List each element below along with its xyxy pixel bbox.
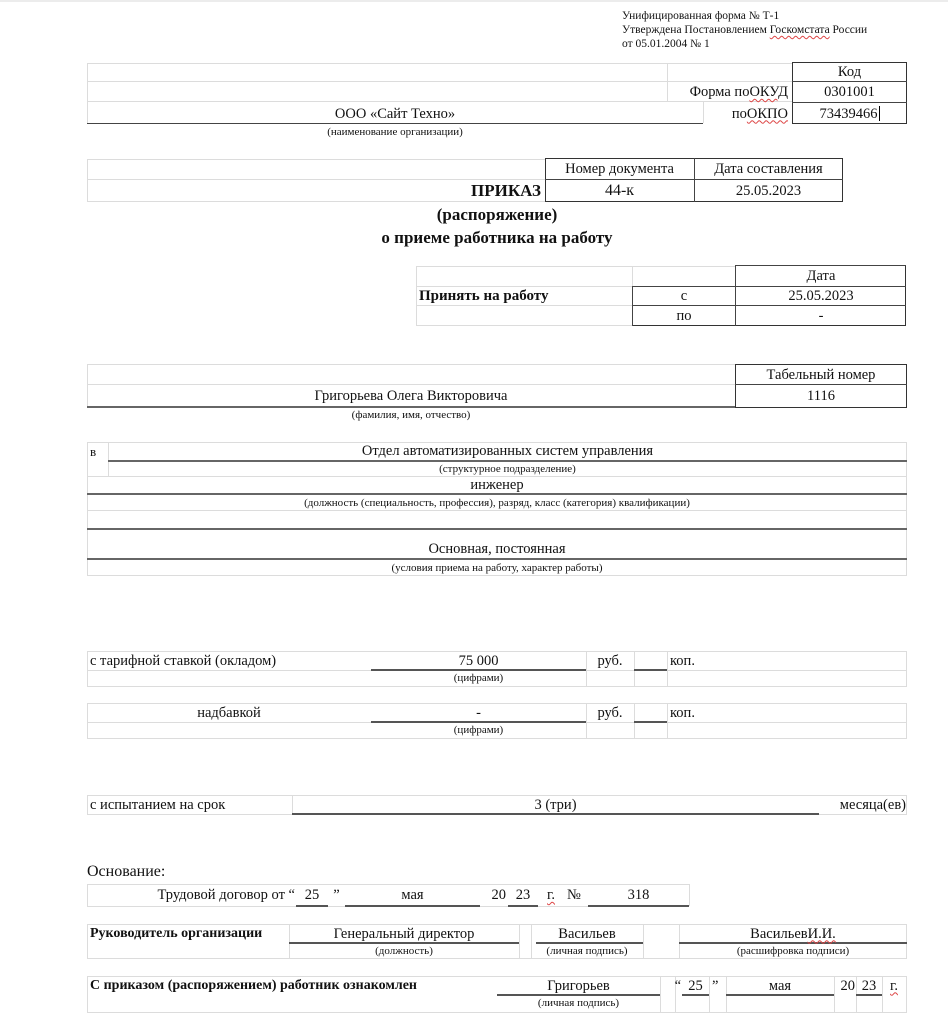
organization-caption: (наименование организации) [327,125,463,138]
contract-number-field[interactable]: 318 [627,887,650,903]
hire-from-label: с [680,288,688,304]
assignment-prefix: в [90,443,97,459]
bonus-rub-label: руб. [597,704,623,721]
document-subtitle: (распоряжение) [436,205,558,224]
head-signature-field[interactable]: Васильев [558,925,616,942]
probation-period-field[interactable]: 3 (три) [534,796,577,813]
bonus-caption: (цифрами) [453,724,504,736]
ack-open-quote: “ [674,977,681,994]
form-approval-date: от 05.01.2004 № 1 [622,38,710,50]
probation-unit: месяца(ев) [839,796,906,813]
bonus-kop-label: коп. [670,704,695,721]
hire-to-label: по [676,307,692,324]
probation-label: с испытанием на срок [90,796,226,813]
form-approval: Утверждена Постановлением Госкомстата России [622,24,868,36]
okpo-label: по ОКПО [731,105,788,122]
head-decoding-caption: (расшифровка подписи) [736,944,850,957]
ack-close-quote: ” [712,977,719,994]
salary-rub-label: руб. [597,652,623,669]
conditions-field[interactable]: Основная, постоянная [428,541,566,557]
contract-label: Трудовой договор от “ [157,887,295,903]
employee-name-caption: (фамилия, имя, отчество) [351,408,471,421]
department-field[interactable]: Отдел автоматизированных систем управления [361,443,654,459]
contract-day-field[interactable]: 25 [304,887,320,903]
hire-date-header: Дата [806,268,836,284]
head-signature-caption: (личная подпись) [546,944,628,957]
document-number-field[interactable]: 44-к [604,182,635,199]
bonus-kop-field[interactable] [634,704,667,721]
salary-caption: (цифрами) [453,672,504,684]
document-number-header: Номер документа [565,161,674,177]
head-position-field[interactable]: Генеральный директор [333,925,475,942]
salary-kop-field[interactable] [634,652,667,669]
ack-day-field[interactable]: 25 [688,977,703,994]
okpo-code-field[interactable]: 73439466 [819,105,878,122]
position-caption: (должность (специальность, профессия), разряд, класс (категория) квалификации) [304,496,690,509]
contract-close-quote: ” [333,887,340,903]
employee-signature-field[interactable]: Григорьев [547,977,610,994]
hire-from-date-field[interactable]: 25.05.2023 [788,288,854,304]
employee-signature-caption: (личная подпись) [537,997,620,1009]
document-title: ПРИКАЗ [471,181,541,200]
ack-century: 20 [840,977,855,994]
contract-century: 20 [491,887,506,903]
hire-to-date-field[interactable]: - [818,307,824,324]
tab-number-field[interactable]: 1116 [807,388,835,404]
contract-number-sign: № [567,887,581,903]
contract-year-suffix: г. [547,887,555,903]
ack-year-field[interactable]: 23 [861,977,877,994]
tab-number-header: Табельный номер [766,366,876,383]
form-name: Унифицированная форма № Т-1 [622,10,780,22]
document-subject: о приеме работника на работу [381,228,613,247]
employee-name-field[interactable]: Григорьева Олега Викторовича [314,388,508,404]
organization-name-field[interactable]: ООО «Сайт Техно» [334,105,456,122]
text-cursor [879,106,880,121]
hire-label: Принять на работу [419,287,549,304]
position-field[interactable]: инженер [470,477,524,493]
form-header-note [622,9,867,51]
document-date-field[interactable]: 25.05.2023 [735,183,802,199]
ack-year-suffix: г. [890,977,898,994]
salary-amount-field[interactable]: 75 000 [458,652,499,669]
okud-code-field[interactable]: 0301001 [824,84,875,100]
conditions-caption: (условия приема на работу, характер работы) [391,561,603,574]
okud-label: Форма по ОКУД [689,84,788,100]
head-label: Руководитель организации [90,925,263,941]
bonus-label: надбавкой [197,704,261,721]
head-decoding-field[interactable]: Васильев И.И. [750,925,836,942]
bonus-amount-field[interactable]: - [476,704,481,721]
basis-label: Основание: [87,863,166,880]
code-header: Код [837,64,862,80]
contract-month-field[interactable]: мая [401,887,424,903]
salary-kop-label: коп. [670,652,695,669]
salary-label: с тарифной ставкой (окладом) [90,653,277,669]
page-top-border [0,0,948,2]
acknowledgement-label: С приказом (распоряжением) работник ознакомлен [90,977,417,993]
ack-month-field[interactable]: мая [768,977,792,994]
document-date-header: Дата составления [714,161,823,177]
head-position-caption: (должность) [375,944,433,957]
contract-year-field[interactable]: 23 [515,887,531,903]
department-caption: (структурное подразделение) [439,462,576,475]
